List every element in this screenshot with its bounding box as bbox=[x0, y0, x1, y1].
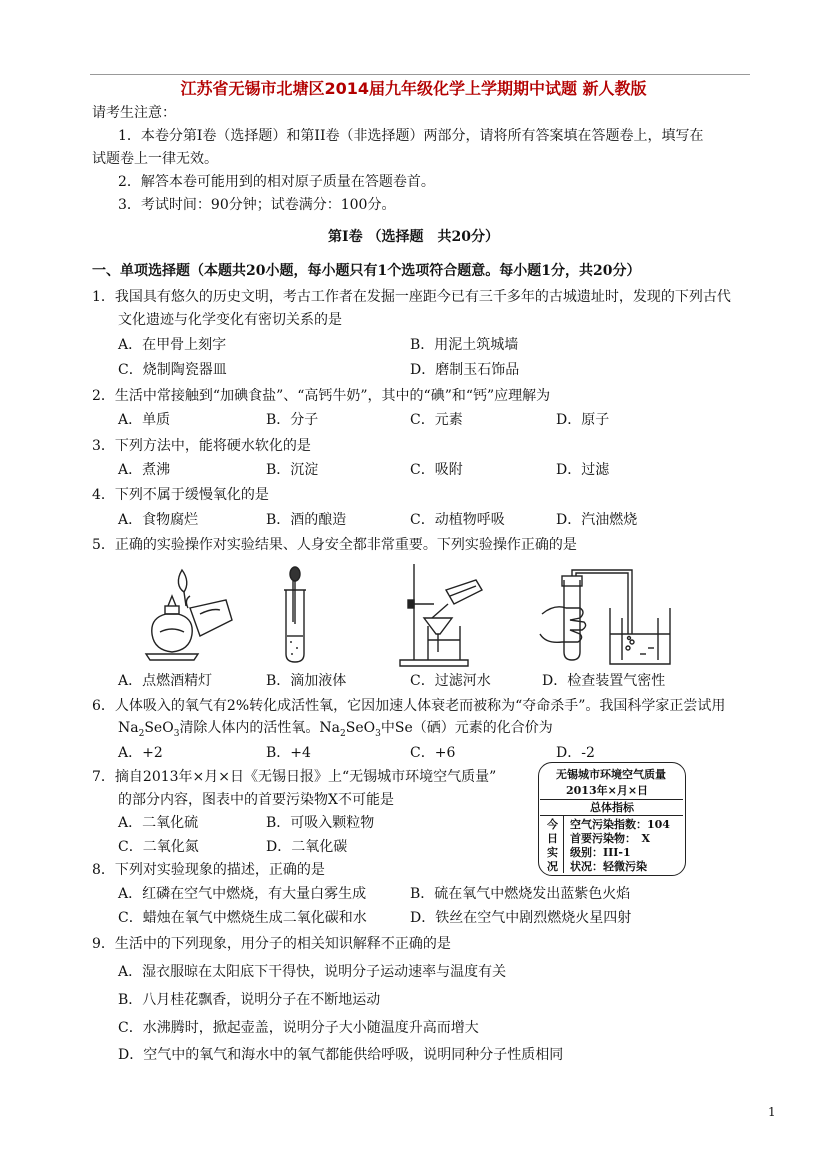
q7-stem-cont: 的部分内容，图表中的首要污染物X不可能是 bbox=[118, 792, 394, 808]
notice-2: 2．解答本卷可能用到的相对原子质量在答题卷首。 bbox=[118, 174, 435, 190]
q9-stem: 9．生活中的下列现象，用分子的相关知识解释不正确的是 bbox=[92, 936, 451, 952]
part-title: 一、单项选择题（本题共20小题，每小题只有1个选项符合题意。每小题1分，共20分） bbox=[92, 263, 641, 279]
q4-option-d: D．汽油燃烧 bbox=[556, 512, 638, 528]
q2-stem: 2．生活中常接触到“加碘食盐”、“高钙牛奶”，其中的“碘”和“钙”应理解为 bbox=[92, 388, 551, 404]
filtration-figure bbox=[398, 560, 490, 668]
formula-subscript: 3 bbox=[173, 728, 180, 739]
q4-option-b: B．酒的酿造 bbox=[266, 512, 347, 528]
q8-option-a: A．红磷在空气中燃烧，有大量白雾生成 bbox=[118, 886, 367, 902]
air-quality-row: 级别：III-1 bbox=[570, 846, 631, 859]
header-rule bbox=[90, 74, 750, 75]
q3-option-c: C．吸附 bbox=[410, 462, 463, 478]
q4-stem: 4．下列不属于缓慢氧化的是 bbox=[92, 487, 269, 503]
q4-option-a: A．食物腐烂 bbox=[118, 512, 199, 528]
q7-option-c: C．二氧化氮 bbox=[118, 839, 199, 855]
air-quality-heading: 无锡城市环境空气质量 bbox=[556, 768, 666, 781]
air-quality-side-label: 况 bbox=[547, 860, 558, 873]
q5-option-b: B．滴加液体 bbox=[266, 673, 347, 689]
q6-option-c: C．+6 bbox=[410, 745, 456, 761]
dropper-tube-figure bbox=[278, 562, 312, 666]
q7-option-d: D．二氧化碳 bbox=[266, 839, 348, 855]
q1-option-d: D．磨制玉石饰品 bbox=[410, 362, 520, 378]
q2-option-d: D．原子 bbox=[556, 412, 610, 428]
formula-subscript: 3 bbox=[375, 728, 381, 739]
q6-option-a: A．+2 bbox=[118, 745, 163, 761]
q8-option-d: D．铁丝在空气中剧烈燃烧火星四射 bbox=[410, 910, 632, 926]
q4-option-c: C．动植物呼吸 bbox=[410, 512, 505, 528]
notice-1-cont: 试题卷上一律无效。 bbox=[92, 151, 218, 167]
q9-option-d: D．空气中的氧气和海水中的氧气都能供给呼吸，说明同种分子性质相同 bbox=[118, 1047, 564, 1063]
q3-stem: 3．下列方法中，能将硬水软化的是 bbox=[92, 438, 311, 454]
q1-option-a: A．在甲骨上刻字 bbox=[118, 337, 227, 353]
notice-3: 3．考试时间：90分钟；试卷满分：100分。 bbox=[118, 197, 396, 213]
notice-heading: 请考生注意： bbox=[92, 105, 176, 121]
q7-option-b: B．可吸入颗粒物 bbox=[266, 815, 375, 831]
formula-subscript: 2 bbox=[340, 728, 346, 739]
q6-option-b: B．+4 bbox=[266, 745, 311, 761]
q3-option-d: D．过滤 bbox=[556, 462, 610, 478]
page-number: 1 bbox=[768, 1105, 776, 1119]
air-quality-row: 首要污染物： X bbox=[570, 832, 651, 845]
alcohol-lamp-figure bbox=[138, 562, 238, 666]
divider bbox=[563, 815, 564, 873]
air-quality-date: 2013年×月×日 bbox=[566, 784, 649, 797]
q3-option-b: B．沉淀 bbox=[266, 462, 319, 478]
air-quality-row: 空气污染指数：104 bbox=[570, 818, 670, 831]
q6-option-d: D．-2 bbox=[556, 745, 595, 761]
q7-option-a: A．二氧化硫 bbox=[118, 815, 199, 831]
page-title: 江苏省无锡市北塘区2014届九年级化学上学期期中试题 新人教版 bbox=[180, 79, 647, 98]
q5-option-a: A．点燃酒精灯 bbox=[118, 673, 213, 689]
q1-stem-cont: 文化遗迹与化学变化有密切关系的是 bbox=[118, 312, 342, 328]
q5-option-d: D．检查装置气密性 bbox=[542, 673, 666, 689]
q7-stem: 7．摘自2013年×月×日《无锡日报》上“无锡城市环境空气质量” bbox=[92, 769, 497, 785]
formula-subscript: 2 bbox=[138, 728, 145, 739]
q5-stem: 5．正确的实验操作对实验结果、人身安全都非常重要。下列实验操作正确的是 bbox=[92, 537, 577, 553]
q5-option-c: C．过滤河水 bbox=[410, 673, 491, 689]
q1-stem: 1．我国具有悠久的历史文明，考古工作者在发掘一座距今已有三千多年的古城遗址时，发现的下列古代 bbox=[92, 289, 731, 305]
notice-1: 1．本卷分第Ⅰ卷（选择题）和第II卷（非选择题）两部分，请将所有答案填在答题卷上，填写在 bbox=[118, 128, 704, 144]
q6-stem-cont bbox=[118, 719, 553, 743]
stem-text: 中Se（硒）元素的化合价为 bbox=[380, 720, 553, 736]
air-quality-summary: 总体指标 bbox=[590, 801, 634, 814]
q2-option-a: A．单质 bbox=[118, 412, 171, 428]
air-quality-side-label: 实 bbox=[547, 846, 558, 859]
q3-option-a: A．煮沸 bbox=[118, 462, 171, 478]
divider bbox=[540, 815, 683, 816]
q8-option-b: B．硫在氧气中燃烧发出蓝紫色火焰 bbox=[410, 886, 631, 902]
q8-stem: 8．下列对实验现象的描述，正确的是 bbox=[92, 862, 325, 878]
q1-option-b: B．用泥土筑城墙 bbox=[410, 337, 519, 353]
q9-option-a: A．湿衣服晾在太阳底下干得快，说明分子运动速率与温度有关 bbox=[118, 964, 507, 980]
formula-part: Na bbox=[118, 720, 139, 736]
air-quality-side-label: 今 bbox=[547, 818, 558, 831]
formula-part: SeO bbox=[144, 720, 174, 736]
section-title: 第Ⅰ卷 （选择题 共20分） bbox=[328, 229, 499, 245]
q8-option-c: C．蜡烛在氧气中燃烧生成二氧化碳和水 bbox=[118, 910, 367, 926]
q6-stem: 6．人体吸入的氧气有2%转化成活性氧，它因加速人体衰老而被称为“夺命杀手”。我国科学家正尝试用 bbox=[92, 698, 726, 714]
q9-option-b: B．八月桂花飘香，说明分子在不断地运动 bbox=[118, 992, 381, 1008]
air-quality-row: 状况：轻微污染 bbox=[570, 860, 647, 873]
divider bbox=[540, 799, 683, 800]
stem-text: 清除人体内的活性氧。Na bbox=[179, 720, 341, 736]
q2-option-b: B．分子 bbox=[266, 412, 319, 428]
q1-option-c: C．烧制陶瓷器皿 bbox=[118, 362, 227, 378]
airtight-check-figure bbox=[536, 564, 688, 668]
q9-option-c: C．水沸腾时，掀起壶盖，说明分子大小随温度升高而增大 bbox=[118, 1020, 479, 1036]
air-quality-side-label: 日 bbox=[547, 832, 558, 845]
formula-part: SeO bbox=[345, 720, 376, 736]
q2-option-c: C．元素 bbox=[410, 412, 463, 428]
